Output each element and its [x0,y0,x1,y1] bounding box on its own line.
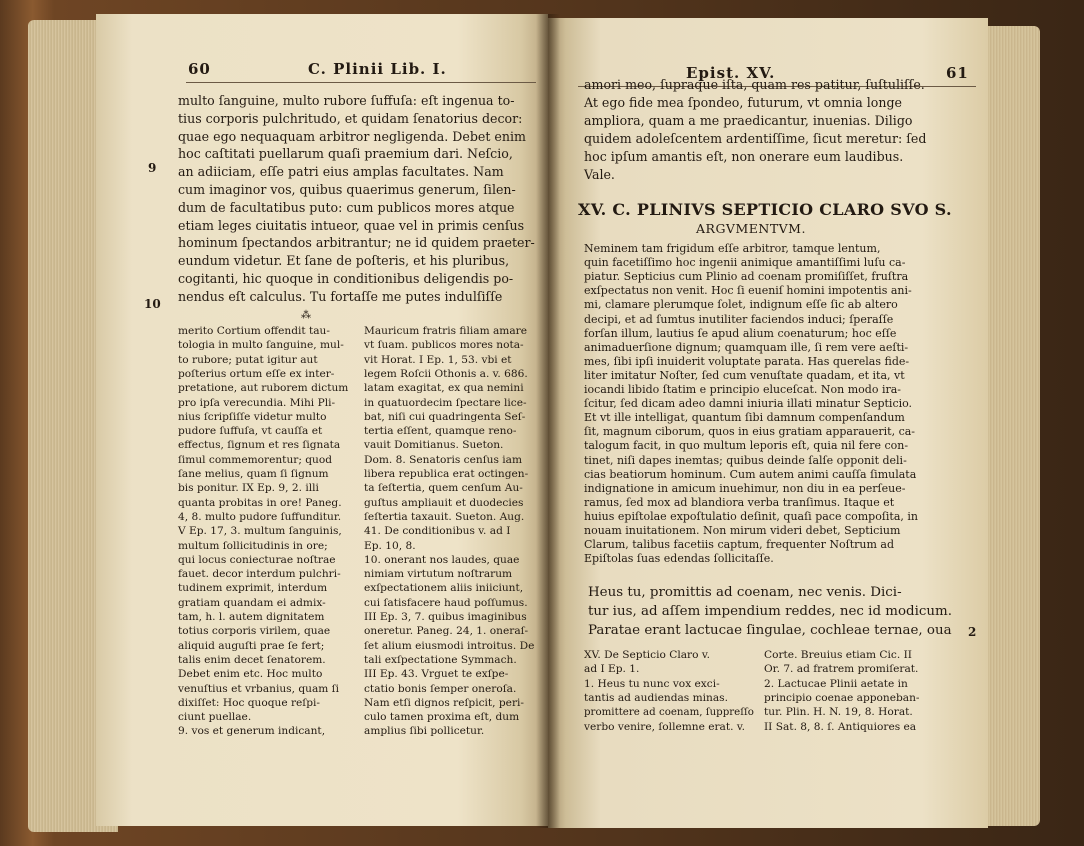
ln1-line: aliquid auguſti prae ſe fert; [178,639,325,652]
ln2-line: Mauricum fratris filiam amare [364,325,528,337]
argument-label: ARGVMENTVM. [696,221,806,236]
ln1-line: ſimul commemorentur; quod [178,453,333,466]
lt-line: eundum videtur. Et ſane de poſteris, et his pluribus, [178,253,510,269]
lt-line: cogitanti, hic quoque in conditionibus deligendis po- [178,271,514,286]
ra-line: indignatione in amicum inuehimur, non diu in ea perſeue- [584,481,906,495]
ln2-line: legem Roſcii Othonis a. v. 686. [364,367,528,380]
ln1-line: poſterius ortum eſſe ex inter- [178,367,335,380]
ra-line: iocandi libido ſtatim e principio eluceſcat. Non modo ira- [584,383,902,396]
ln2-line: Dom. 8. Senatoris cenſus iam [364,453,523,466]
ln1-line: tologia in multo ſanguine, mul- [178,339,344,352]
rn1-line: XV. De Septicio Claro v. [584,649,710,661]
rn1-line: verbo venire, ſollemne erat. v. [584,720,745,733]
ra-line: tinet, niſi dapes inemtas; quibus deinde ſalſe opponit deli- [584,453,907,467]
rt-line: hoc ipſum amantis eſt, non onerare eum laudibus. [584,149,904,164]
ln2-line: ſet alium eiusmodi introitus. De [364,639,535,652]
rn1-line: ad I Ep. 1. [584,663,640,676]
ln1-line: ſane melius, quam ſi ſignum [178,468,329,480]
ln1-line: pretatione, aut ruborem dictum [178,382,349,395]
ln2-line: bat, niſi cui quadringenta Seſ- [364,410,526,423]
ra-line: animaduerſione dignum; quamquam ille, ſi rem vere aeſti- [584,340,909,354]
lt-line: nendus eſt calculus. Tu fortaſſe me putes indulſiſſe [178,288,503,304]
ln2-line: 41. De conditionibus v. ad I [364,525,511,538]
ln1-line: fauet. decor interdum pulchri- [178,568,341,581]
ln1-line: pro ipſa verecundia. Mihi Pli- [178,396,336,409]
ln1-line: Debet enim etc. Hoc multo [178,668,323,681]
ra-line: huius epiſtolae expoſtulatio deſinit, quaſi pace compoſita, in [584,509,919,523]
ra-line: talogum facit, in quo multum leporis eſt, quia nil fere con- [584,439,909,453]
ln1-line: multum ſollicitudinis in ore; [178,539,328,552]
ra-line: mes, ſibi ipſi inuiderit voluptate parata. Has querelas fide- [584,354,910,368]
lt-line: tius corporis pulchritudo, et quidam ſenatorius decor: [178,110,523,126]
left-margin-number-10: 10 [144,297,161,311]
lt-line: an adiiciam, eſſe patri eius amplas facultates. Nam [178,164,504,180]
ra-line: Epiſtolas ſuas edendas ſollicitaſſe. [584,552,774,566]
lt-line: quae ego nequaquam arbitror negligenda. Debet enim [178,128,526,144]
left-running-head: C. Plinii Lib. I. [308,60,447,78]
lt-line: dum de facultatibus puto: cum publicos mores atque [178,199,515,215]
ln2-line: nimiam virtutum noſtrarum [364,568,513,581]
ln1-line: totius corporis virilem, quae [178,625,331,638]
rn2-line: tur. Plin. H. N. 19, 8. Horat. [764,706,913,719]
ln2-line: amplius ſibi pollicetur. [364,725,485,738]
ln1-line: bis ponitur. IX Ep. 9, 2. illi [178,482,319,495]
ln2-line: III Ep. 43. Vrguet te exſpe- [364,668,509,681]
rl-line: Paratae erant lactucae ſingulae, cochleae ternae, oua [588,623,952,638]
ln2-line: Nam etſi dignos reſpicit, peri- [364,696,524,709]
rt-line: quidem adoleſcentem ardentiſſime, ſicut meretur: ſed [584,131,927,146]
ln1-line: venuſtius et vrbanius, quam ſi [178,682,339,695]
ra-line: piatur. Septicius cum Plinio ad coenam promiſiſſet, fruſtra [584,270,909,284]
ln2-line: exſpectationem aliis iniiciunt, [364,582,524,595]
lt-line: multo ſanguine, multo rubore ſuffuſa: eſt ingenua to- [178,93,515,108]
ln1-line: quanta probitas in ore! Paneg. [178,496,342,509]
rt-line: ampliora, quam a me praedicantur, inuenias. Diligo [584,113,913,128]
ra-line: exſpectatus non venit. Hoc ſi eueniſ homini impotentis ani- [584,284,912,298]
ra-line: Clarum, talibus facetiis captum, frequenter Noſtrum ad [584,538,894,552]
ln2-line: guſtus ampliauit et duodecies [364,496,524,509]
ln2-line: in quatuordecim ſpectare lice- [364,396,527,409]
ln1-line: nius ſcripſiſſe videtur multo [178,410,327,423]
left-page [96,14,548,826]
rn1-line: 1. Heus tu nunc vox exci- [584,677,720,690]
ln1-line: to rubore; putat igitur aut [178,353,318,366]
ln1-line: talis enim decet ſenatorem. [178,653,326,666]
ra-line: ſcitur, ſed dicam adeo damni iniuria illati minatur Septicio. [584,397,913,411]
ra-line: ſit, magnum ciborum, quos in eius gratiam apparauerit, ca- [584,425,915,439]
ra-line: quin facetiſſimo hoc ingenii animique amantiſſimi luſu ca- [584,256,906,270]
ln2-line: oneretur. Paneg. 24, 1. oneraſ- [364,625,529,638]
right-margin-number-2: 2 [968,625,977,639]
rn2-line: Or. 7. ad fratrem promiſerat. [764,663,919,676]
ln2-line: tertia eſſent, quamque reno- [364,425,517,438]
ra-line: cias beatiorum hominum. Cum autem animi cauſſa ſimulata [584,467,917,481]
ln2-line: 10. onerant nos laudes, quae [364,553,520,566]
ln1-line: pudore ſuffuſa, vt cauſſa et [178,425,323,438]
rn2-line: 2. Lactucae Plinii aetate in [764,677,908,690]
left-margin-number-9: 9 [148,161,157,175]
rt-line: amori meo, ſupraque iſta, quam res patitur, ſuſtuliſſe. [584,77,925,92]
rn1-line: promittere ad coenam, ſuppreſſo [584,706,754,719]
ln2-line: Ep. 10, 8. [364,539,416,552]
ra-line: liter imitatur Noſter, ſed cum venuſtate quadam, et ita, vt [584,368,905,382]
ln1-line: tam, h. l. autem dignitatem [178,611,325,623]
ln2-line: III Ep. 3, 7. quibus imaginibus [364,611,527,623]
ln1-line: 9. vos et generum indicant, [178,725,326,738]
right-running-head: Epist. XV. [686,64,776,82]
ln1-line: 4, 8. multo pudore ſuffunditur. [178,510,342,523]
rn2-line: principio coenae apponeban- [764,691,920,704]
book-gutter [536,14,560,828]
lt-line: hoc caſtitati puellarum quaſi praemium dari. Neſcio, [178,146,513,162]
rn2-line: Corte. Breuius etiam Cic. II [764,649,912,661]
ra-line: Neminem tam frigidum eſſe arbitror, tamque lentum, [584,242,881,255]
ra-line: ramus, ſed mox ad blandiora verba tranſimus. Itaque et [584,495,895,509]
left-page-number: 60 [188,60,211,78]
rl-line: tur ius, ad aſſem impendium reddes, nec id modicum. [588,604,952,619]
lt-line: etiam leges ciuitatis intueor, quae vel in primis cenſus [178,217,525,233]
rl-line: Heus tu, promittis ad coenam, nec venis. Dici- [588,585,902,600]
letter-heading: XV. C. PLINIVS SEPTICIO CLARO SVO S. [578,200,952,219]
ln1-line: gratiam quandam ei admix- [178,596,326,609]
ln2-line: libera republica erat octingen- [364,468,529,480]
rn2-line: II Sat. 8, 8. ſ. Antiquiores ea [764,720,917,733]
ln2-line: vauit Domitianus. Sueton. [364,439,504,452]
rn1-line: tantis ad audiendas minas. [584,691,728,704]
ln2-line: cui ſatisfacere haud poſſumus. [364,596,528,609]
left-header-rule [186,82,536,83]
ln2-line: vit Horat. I Ep. 1, 53. vbi et [364,353,512,366]
ln1-line: qui locus coniecturae noſtrae [178,553,336,566]
ln2-line: latam exagitat, ex qua nemini [364,382,524,395]
ln1-line: dixiſſet: Hoc quoque reſpi- [178,696,320,709]
ln1-line: merito Cortium offendit tau- [178,325,330,337]
rt-line: Vale. [584,167,615,182]
rt-line: At ego fide mea ſpondeo, futurum, vt omnia longe [584,95,902,110]
ln1-line: ciunt puellae. [178,711,252,724]
lt-line: cum imaginor vos, quibus quaerimus generum, ſilen- [178,182,516,197]
ra-line: mi, clamare plerumque ſolet, indignum eſſe ſic ab altero [584,298,898,312]
ln1-line: V Ep. 17, 3. multum ſanguinis, [178,525,342,538]
right-page-number: 61 [946,64,969,82]
ra-line: decipi, et ad ſumtus inutiliter faciendos induci; ſperaſſe [584,312,894,326]
ln2-line: ctatio bonis ſemper oneroſa. [364,682,517,695]
lt-line: hominum ſpectandos arbitrantur; ne id quidem praeter- [178,235,535,251]
ln2-line: tali exſpectatione Symmach. [364,653,517,666]
ln2-line: vt ſuam. publicos mores nota- [364,339,524,352]
right-page [548,18,988,828]
ln1-line: tudinem exprimit, interdum [178,582,328,595]
ln2-line: ta ſeſtertia, quem cenſum Au- [364,482,523,495]
ornament-mark: ⁂ [301,310,311,321]
ln1-line: effectus, ſignum et res ſignata [178,439,341,452]
ra-line: nouam inuitationem. Non mirum videri debet, Septicium [584,524,901,537]
ra-line: Et vt ille intelligat, quantum ſibi damnum compenſandum [584,411,905,425]
ra-line: forſan illum, lautius ſe apud alium coenaturum; hoc eſſe [584,326,897,340]
ln2-line: ſeſtertia taxauit. Sueton. Aug. [364,510,525,523]
ln2-line: culo tamen proxima eſt, dum [364,711,520,724]
